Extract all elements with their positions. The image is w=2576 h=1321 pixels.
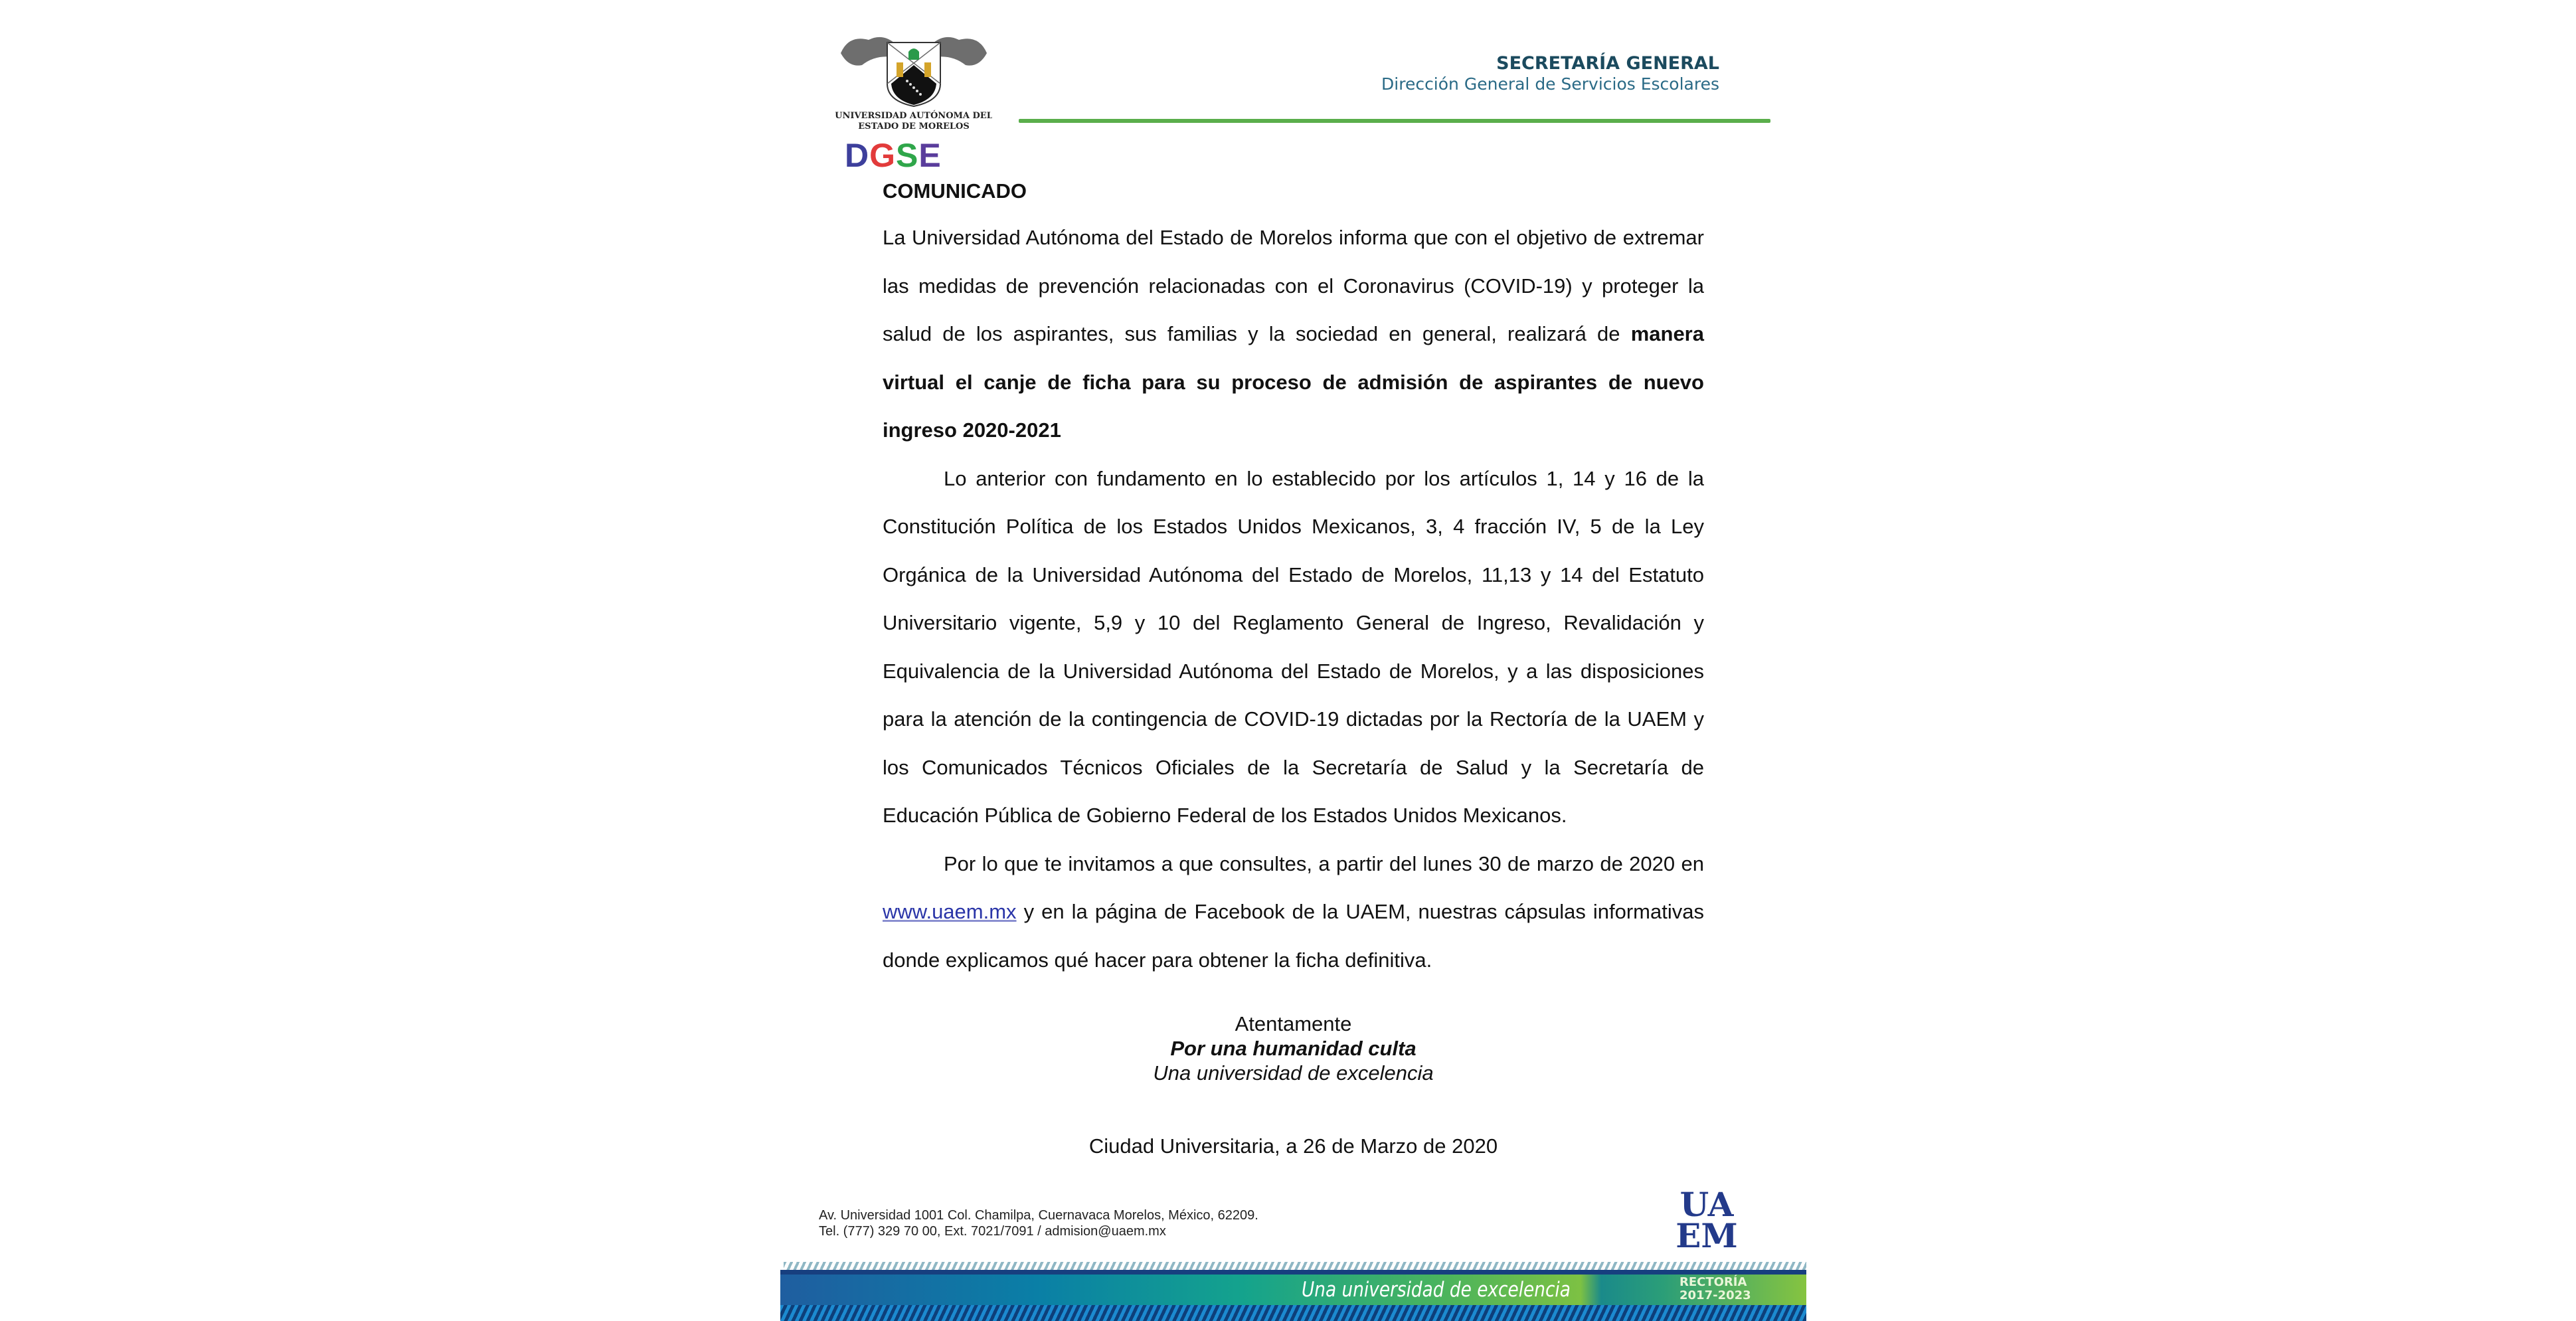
university-crest-logo [835, 28, 992, 133]
uaem-logo-line-2: EM [1675, 1216, 1738, 1255]
footer-stripes-top [784, 1262, 1806, 1270]
crest-text-line1: UNIVERSIDAD AUTÓNOMA DEL [835, 111, 992, 121]
uaem-website-link[interactable]: www.uaem.mx [883, 900, 1017, 923]
dgse-logo [845, 136, 942, 175]
dgse-letter-s: S [896, 137, 919, 174]
closing-block [883, 1012, 1704, 1085]
direccion-general-subtitle: Dirección General de Servicios Escolares [1381, 74, 1719, 94]
dgse-letter-e: E [918, 137, 942, 174]
place-date: Ciudad Universitaria, a 26 de Marzo de 2020 [1088, 1134, 1498, 1158]
footer-address [819, 1207, 1258, 1239]
paragraph-1-bold: manera virtual el canje de ficha para su proceso de admisión de aspirantes de nuevo ingreso 2020-2021 [883, 322, 1704, 442]
paragraph-3-text-after: y en la página de Facebook de la UAEM, nuestras cápsulas informativas donde explicamos qué hacer para obtener la ficha definitiva. [883, 900, 1704, 972]
uaem-logo-line-1: UA [1679, 1185, 1734, 1224]
closing-subtitle: Una universidad de excelencia [1153, 1061, 1434, 1085]
secretaria-general-title: SECRETARÍA GENERAL [1496, 53, 1719, 74]
footer-band-topline [780, 1270, 1806, 1275]
rectoria-period: 2017-2023 [1679, 1288, 1751, 1302]
motto: Por una humanidad culta [1170, 1037, 1417, 1060]
paragraph-3 [883, 840, 1704, 985]
dgse-letter-d: D [845, 137, 870, 174]
uaem-logo [1674, 1185, 1740, 1255]
address-line-1: Av. Universidad 1001 Col. Chamilpa, Cuernavaca Morelos, México, 62209. [819, 1208, 1258, 1223]
document-title: COMUNICADO [883, 179, 1027, 203]
paragraph-3-text-before: Por lo que te invitamos a que consultes, a partir del lunes 30 de marzo de 2020 en [944, 851, 1704, 875]
rectoria-label: RECTORÍA [1679, 1275, 1747, 1289]
crest-icon [835, 28, 992, 133]
dgse-letter-g: G [869, 137, 897, 174]
salutation: Atentamente [1235, 1012, 1352, 1035]
paragraph-1-text: La Universidad Autónoma del Estado de Morelos informa que con el objetivo de extremar las medidas de prevención relacionadas con el Coronavirus (COVID-19) y proteger la salud de los aspirantes, sus familias y la sociedad en general, realizará de [883, 226, 1704, 345]
address-line-2: Tel. (777) 329 70 00, Ext. 7021/7091 / admision@uaem.mx [819, 1224, 1166, 1239]
header-department [1381, 53, 1719, 94]
header-divider [1019, 119, 1770, 123]
crest-text-line2: ESTADO DE MORELOS [858, 122, 970, 132]
rectoria-badge [1674, 1276, 1806, 1304]
footer-band-stripes [780, 1305, 1806, 1321]
footer-slogan: Una universidad de excelencia [1302, 1278, 1571, 1302]
document-body [883, 178, 1704, 984]
paragraph-1 [883, 214, 1704, 455]
paragraph-2: Lo anterior con fundamento en lo establecido por los artículos 1, 14 y 16 de la Constitución Política de los Estados Unidos Mexicanos, 3, 4 fracción IV, 5 de la Ley Orgánica de la Universidad Autónoma del Estado de Morelos, 11,13 y 14 del Estatuto Universitario vigente, 5,9 y 10 del Reglamento General de Ingreso, Revalidación y Equivalencia de la Universidad Autónoma del Estado de Morelos, y a las disposiciones para la atención de la contingencia de COVID-19 dictadas por la Rectoría de la UAEM y los Comunicados Técnicos Oficiales de la Secretaría de Salud y la Secretaría de Educación Pública de Gobierno Federal de los Estados Unidos Mexicanos. [883, 466, 1704, 827]
